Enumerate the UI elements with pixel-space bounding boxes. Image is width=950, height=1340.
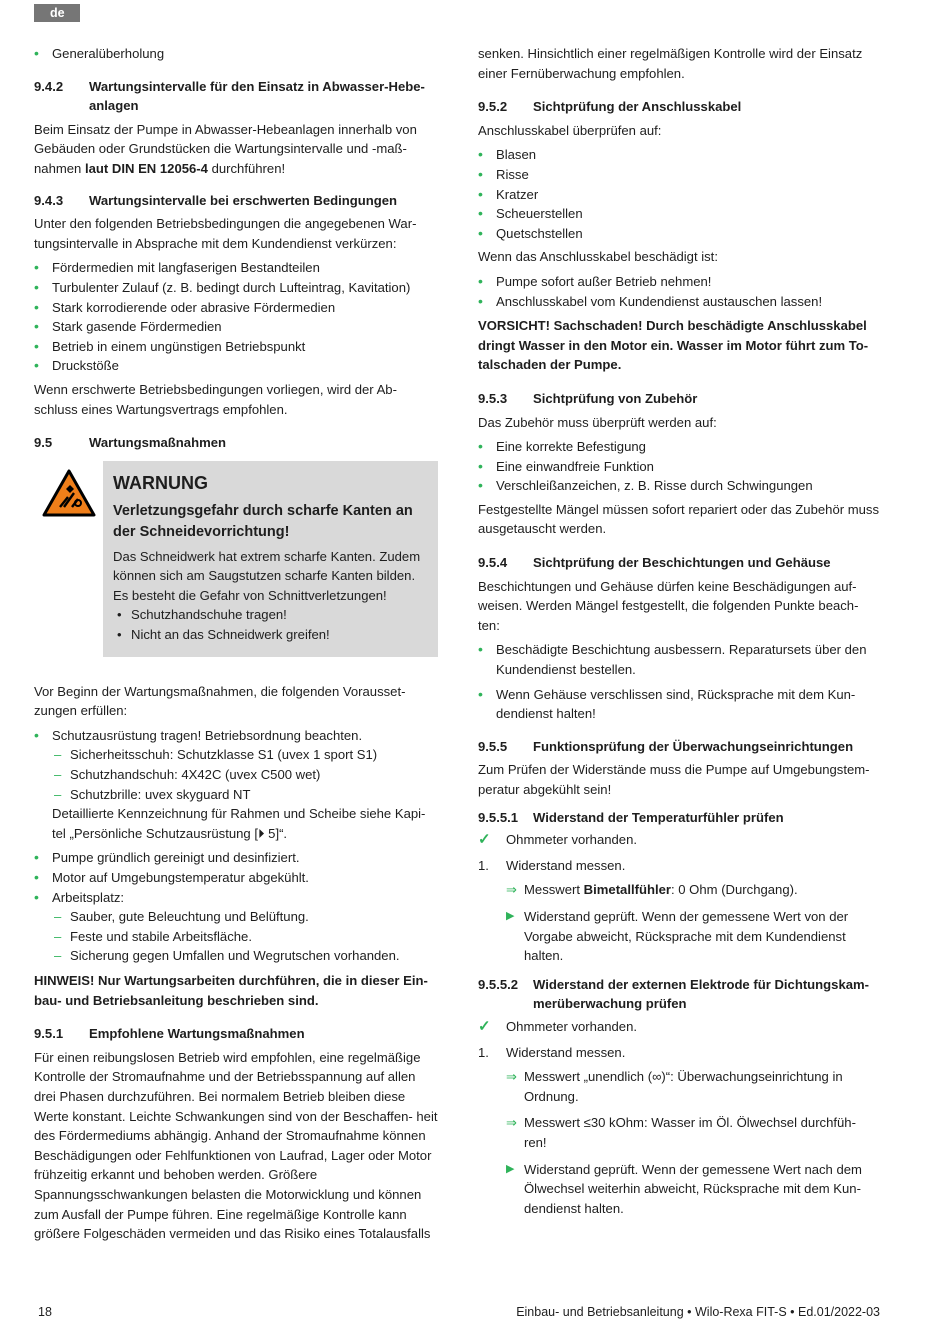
paragraph: Beschichtungen und Gehäuse dürfen keine Beschädigungen auf- weisen. Werden Mängel festgestellt, die folgenden Punkte beach- ten: xyxy=(478,578,859,633)
list-item: • Blasen xyxy=(478,145,882,165)
section-heading-9552 xyxy=(478,975,882,1014)
play-triangle-icon: ▶ xyxy=(506,1162,515,1175)
list-item: • Generalüberholung xyxy=(34,44,438,64)
step-number: 1. xyxy=(478,1044,489,1060)
section-number: 9.5.5.2 xyxy=(478,976,519,992)
double-arrow-icon: ⇒ xyxy=(506,882,517,898)
language-tab: de xyxy=(34,4,80,22)
section-title: Wartungsintervalle bei erschwerten Bedingungen xyxy=(89,192,398,208)
list-item: • Anschlusskabel vom Kundendienst austauschen lassen! xyxy=(478,292,882,312)
step: 1. Widerstand messen. xyxy=(478,1043,882,1063)
section-title: Empfohlene Wartungsmaßnahmen xyxy=(89,1026,305,1042)
sub-list xyxy=(52,907,438,966)
section-heading-952 xyxy=(478,97,882,117)
section-number: 9.4.3 xyxy=(34,192,64,208)
list-item: • Turbulenter Zulauf (z. B. bedingt durch Lufteintrag, Kavitation) xyxy=(34,278,438,298)
list-item: • Stark gasende Fördermedien xyxy=(34,317,438,337)
list-item: • Nicht an das Schneidwerk greifen! xyxy=(113,625,428,645)
section-title: Funktionsprüfung der Überwachungseinrichtungen xyxy=(533,738,854,754)
section-title: Sichtprüfung der Beschichtungen und Gehäuse xyxy=(533,555,831,571)
list-item: • Pumpe gründlich gereinigt und desinfiziert. xyxy=(34,848,438,868)
double-arrow-icon: ⇒ xyxy=(506,1069,517,1085)
warning-text: Das Schneidwerk hat extrem scharfe Kanten. Zudem können sich am Saugstutzen scharfe Kanten bilden. Es besteht die Gefahr von Schnittverletzungen! xyxy=(113,548,421,603)
section-title: Wartungsmaßnahmen xyxy=(89,435,227,451)
list-item: • Betrieb in einem ungünstigen Betriebspunkt xyxy=(34,337,438,357)
step-number: 1. xyxy=(478,857,489,873)
section-title: Sichtprüfung von Zubehör xyxy=(533,390,698,406)
bullet-list xyxy=(478,640,882,723)
list-item: • Motor auf Umgebungstemperatur abgekühlt. xyxy=(34,868,438,888)
section-title: Widerstand der externen Elektrode für Dichtungskam- merüberwachung prüfen xyxy=(533,976,870,1012)
section-heading-943 xyxy=(34,191,438,211)
paragraph: Zum Prüfen der Widerstände muss die Pumpe auf Umgebungstem- peratur abgekühlt sein! xyxy=(478,762,870,797)
right-column xyxy=(478,44,882,1225)
bullet-list xyxy=(478,272,882,311)
bullet-list xyxy=(34,44,438,64)
step: 1. Widerstand messen. xyxy=(478,856,882,876)
checkmark-icon: ✓ xyxy=(478,831,491,849)
checkmark-icon: ✓ xyxy=(478,1017,491,1035)
list-item: • Schutzhandschuhe tragen! xyxy=(113,605,428,625)
list-item: • Scheuerstellen xyxy=(478,204,882,224)
play-triangle-icon: ▶ xyxy=(506,909,515,922)
sub-item: – Sicherheitsschuh: Schutzklasse S1 (uvex 1 sport S1) xyxy=(52,745,438,765)
sub-item: – Sicherung gegen Umfallen und Wegrutschen vorhanden. xyxy=(52,946,438,966)
list-item: • Druckstöße xyxy=(34,356,438,376)
final-result: ▶ Widerstand geprüft. Wenn der gemessene Wert nach dem Ölwechsel weiterhin abweicht, Rücksprache mit dem Kun- dendienst halten. xyxy=(478,1160,882,1219)
paragraph: Unter den folgenden Betriebsbedingungen die angegebenen War- tungsintervalle in Absprache mit dem Kundendienst verkürzen: xyxy=(34,216,417,251)
list-item: • Verschleißanzeichen, z. B. Risse durch Schwingungen xyxy=(478,476,882,496)
warning-title: WARNUNG xyxy=(113,472,208,493)
warning-list xyxy=(113,605,428,644)
section-title: Widerstand der Temperaturfühler prüfen xyxy=(533,809,784,825)
list-item: • Schutzausrüstung tragen! Betriebsordnung beachten. – Sicherheitsschuh: Schutzklasse S1 (uvex 1 sport S1) – Schutzhandschuh: 4X42C (uvex C500 wet) – Schutzbrille: uvex skyguard NT Detaillierte Kennzeichnung für Rahmen und Scheibe siehe Kapi- tel „Persönliche Schutzausrüstung [⏵ 5]“. xyxy=(34,726,438,844)
section-number: 9.5.4 xyxy=(478,555,508,571)
list-item: • Pumpe sofort außer Betrieb nehmen! xyxy=(478,272,882,292)
warning-box xyxy=(34,461,438,657)
section-number: 9.5 xyxy=(34,435,53,451)
paragraph: Vor Beginn der Wartungsmaßnahmen, die folgenden Vorausset- zungen erfüllen: xyxy=(34,683,406,719)
paragraph: Beim Einsatz der Pumpe in Abwasser-Hebeanlagen innerhalb von Gebäuden oder Grundstücken die Wartungsintervalle und -maß- nahmen laut DIN EN 12056-4 durchführen! xyxy=(34,121,417,176)
paragraph: Wenn erschwerte Betriebsbedingungen vorliegen, wird der Ab- schluss eines Wartungsvertrags empfohlen. xyxy=(34,381,397,417)
sub-list xyxy=(52,745,438,804)
paragraph: Festgestellte Mängel müssen sofort repariert oder das Zubehör muss ausgetauscht werden. xyxy=(478,501,880,537)
page-number: 18 xyxy=(38,1305,52,1319)
bullet-list xyxy=(478,145,882,243)
warning-subtitle: Verletzungsgefahr durch scharfe Kanten an der Schneidevorrichtung! xyxy=(113,502,413,540)
note-text: Detaillierte Kennzeichnung für Rahmen und Scheibe siehe Kapi- tel „Persönliche Schutzausrüstung [⏵ 5]“. xyxy=(52,806,426,841)
section-heading-954 xyxy=(478,553,882,573)
list-item: • Wenn Gehäuse verschlissen sind, Rücksprache mit dem Kun- dendienst halten! xyxy=(478,685,882,724)
sub-item: – Schutzhandschuh: 4X42C (uvex C500 wet) xyxy=(52,765,438,785)
list-item: • Kratzer xyxy=(478,185,882,205)
section-heading-942 xyxy=(34,77,438,116)
section-number: 9.5.5 xyxy=(478,738,508,754)
result-item: ⇒ Messwert ≤30 kOhm: Wasser im Öl. Ölwechsel durchfüh- ren! xyxy=(478,1113,882,1152)
bullet-list xyxy=(34,258,438,376)
section-number: 9.4.2 xyxy=(34,78,64,94)
left-column xyxy=(34,44,438,1253)
prerequisite-list xyxy=(34,726,438,966)
cut-hazard-icon xyxy=(42,469,96,517)
list-item: • Stark korrodierende oder abrasive Fördermedien xyxy=(34,298,438,318)
section-number: 9.5.2 xyxy=(478,99,508,115)
section-heading-955 xyxy=(478,737,882,757)
result-item: ⇒ Messwert „unendlich (∞)“: Überwachungseinrichtung in Ordnung. xyxy=(478,1067,882,1106)
section-heading-951 xyxy=(34,1024,438,1044)
section-heading-95 xyxy=(34,433,438,453)
double-arrow-icon: ⇒ xyxy=(506,1115,517,1131)
paragraph: Das Zubehör muss überprüft werden auf: xyxy=(478,414,717,430)
list-item: • Eine korrekte Befestigung xyxy=(478,437,882,457)
prerequisite-check: ✓ Ohmmeter vorhanden. xyxy=(478,831,638,849)
section-number: 9.5.3 xyxy=(478,390,508,406)
final-result: ▶ Widerstand geprüft. Wenn der gemessene Wert von der Vorgabe abweicht, Rücksprache mit dem Kundendienst halten. xyxy=(478,907,882,966)
list-item: • Risse xyxy=(478,165,882,185)
paragraph: Für einen reibungslosen Betrieb wird empfohlen, eine regelmäßige Kontrolle der Stromaufnahme und der Betriebsspannung auf allen drei Phasen durchzuführen. Bei normalem Betrieb bleiben diese Werte konstant. Leichte Schwankungen sind von der Beschaffen- heit des Fördermediums abhängig. Anhand der Stromaufnahme können Beschädigungen oder Fehlfunktionen von Laufrad, Lager oder Motor frühzeitig erkannt und behoben werden. Größere Spannungsschwankungen belasten die Motorwicklung und können zum Ausfall der Pumpe führen. Eine regelmäßige Kontrolle kann größere Folgeschäden vermeiden und das Risiko eines Totalausfalls xyxy=(34,1049,438,1242)
section-title: Sichtprüfung der Anschlusskabel xyxy=(533,99,742,115)
list-item: • Eine einwandfreie Funktion xyxy=(478,457,882,477)
section-heading-9551 xyxy=(478,808,882,828)
section-title: Wartungsintervalle für den Einsatz in Abwasser-Hebe- anlagen xyxy=(89,78,425,114)
section-heading-953 xyxy=(478,389,882,409)
warning-panel xyxy=(103,461,438,657)
list-item: • Fördermedien mit langfaserigen Bestandteilen xyxy=(34,258,438,278)
paragraph: senken. Hinsichtlich einer regelmäßigen Kontrolle wird der Einsatz einer Fernüberwachung empfohlen. xyxy=(478,46,863,81)
result-item: ⇒ Messwert Bimetallfühler: 0 Ohm (Durchgang). xyxy=(478,880,882,900)
list-item: • Quetschstellen xyxy=(478,224,882,244)
list-item: • Beschädigte Beschichtung ausbessern. Reparatursets über den Kundendienst bestellen. xyxy=(478,640,882,679)
caution-text: VORSICHT! Sachschaden! Durch beschädigte Anschlusskabel dringt Wasser in den Motor ein. Wasser im Motor führt zum To- talschaden der Pumpe. xyxy=(478,318,869,373)
sub-item: – Feste und stabile Arbeitsfläche. xyxy=(52,927,438,947)
paragraph: Anschlusskabel überprüfen auf: xyxy=(478,122,662,138)
document-footer: Einbau- und Betriebsanleitung • Wilo-Rexa FIT-S • Ed.01/2022-03 xyxy=(516,1305,880,1319)
section-number: 9.5.1 xyxy=(34,1026,64,1042)
section-number: 9.5.5.1 xyxy=(478,809,519,825)
sub-item: – Sauber, gute Beleuchtung und Belüftung. xyxy=(52,907,438,927)
sub-item: – Schutzbrille: uvex skyguard NT xyxy=(52,785,438,805)
bullet-list xyxy=(478,437,882,496)
paragraph: Wenn das Anschlusskabel beschädigt ist: xyxy=(478,249,718,265)
hint-text: HINWEIS! Nur Wartungsarbeiten durchführen, die in dieser Ein- bau- und Betriebsanleitung beschrieben sind. xyxy=(34,973,428,1008)
list-item: • Arbeitsplatz: – Sauber, gute Beleuchtung und Belüftung. – Feste und stabile Arbeitsfläche. – Sicherung gegen Umfallen und Wegrutschen vorhanden. xyxy=(34,888,438,966)
prerequisite-check: ✓ Ohmmeter vorhanden. xyxy=(478,1017,638,1035)
